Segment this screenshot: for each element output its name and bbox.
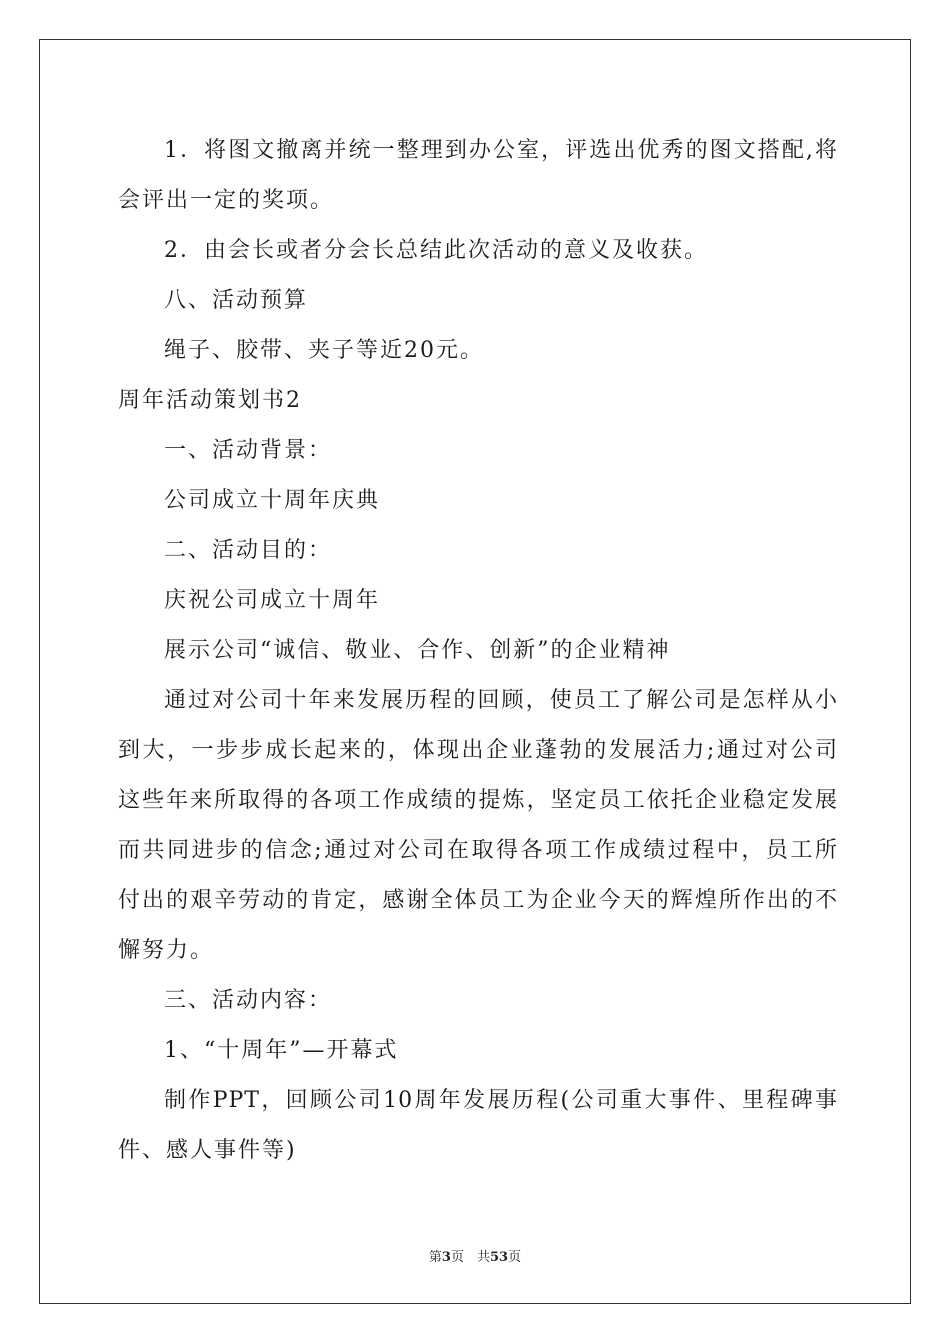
section-heading: 二、活动目的： xyxy=(164,538,333,563)
paragraph-line: 而共同进步的信念;通过对公司在取得各项工作成绩过程中，员工所 xyxy=(118,838,838,863)
section-heading: 一、活动背景： xyxy=(164,438,333,463)
paragraph-line: 庆祝公司成立十周年 xyxy=(164,588,381,613)
paragraph-line: 制作PPT，回顾公司10周年发展历程(公司重大事件、里程碑事 xyxy=(164,1088,838,1113)
paragraph-line: 绳子、胶带、夹子等近20元。 xyxy=(164,338,484,363)
paragraph-line: 懈努力。 xyxy=(118,938,215,963)
section-heading: 三、活动内容： xyxy=(164,988,333,1013)
document-body xyxy=(118,126,838,1176)
footer-page-current: 3 xyxy=(441,1250,451,1265)
paragraph-line: 通过对公司十年来发展历程的回顾，使员工了解公司是怎样从小 xyxy=(164,688,838,713)
paragraph-line: 公司成立十周年庆典 xyxy=(164,488,381,513)
page-footer xyxy=(0,1246,950,1265)
footer-page-suffix: 页 xyxy=(508,1250,522,1265)
document-title: 周年活动策划书2 xyxy=(118,388,302,413)
paragraph-line: 会评出一定的奖项。 xyxy=(118,188,335,213)
paragraph-line: 件、感人事件等) xyxy=(118,1138,297,1163)
section-heading: 八、活动预算 xyxy=(164,288,309,313)
paragraph-line: 到大，一步步成长起来的，体现出企业蓬勃的发展活力;通过对公司 xyxy=(118,738,838,763)
paragraph-line: 展示公司“诚信、敬业、合作、创新”的企业精神 xyxy=(164,638,671,663)
paragraph-line: 1．将图文撤离并统一整理到办公室，评选出优秀的图文搭配,将 xyxy=(164,138,838,163)
paragraph-line: 这些年来所取得的各项工作成绩的提炼，坚定员工依托企业稳定发展 xyxy=(118,788,838,813)
paragraph-line: 2．由会长或者分会长总结此次活动的意义及收获。 xyxy=(164,238,708,263)
paragraph-line: 付出的艰辛劳动的肯定，感谢全体员工为企业今天的辉煌所作出的不 xyxy=(118,888,838,913)
footer-page-mid: 页 共 xyxy=(450,1250,490,1265)
footer-page-total: 53 xyxy=(489,1250,509,1265)
footer-page-prefix: 第 xyxy=(428,1250,442,1265)
subsection-heading: 1、“十周年”—开幕式 xyxy=(164,1038,399,1063)
